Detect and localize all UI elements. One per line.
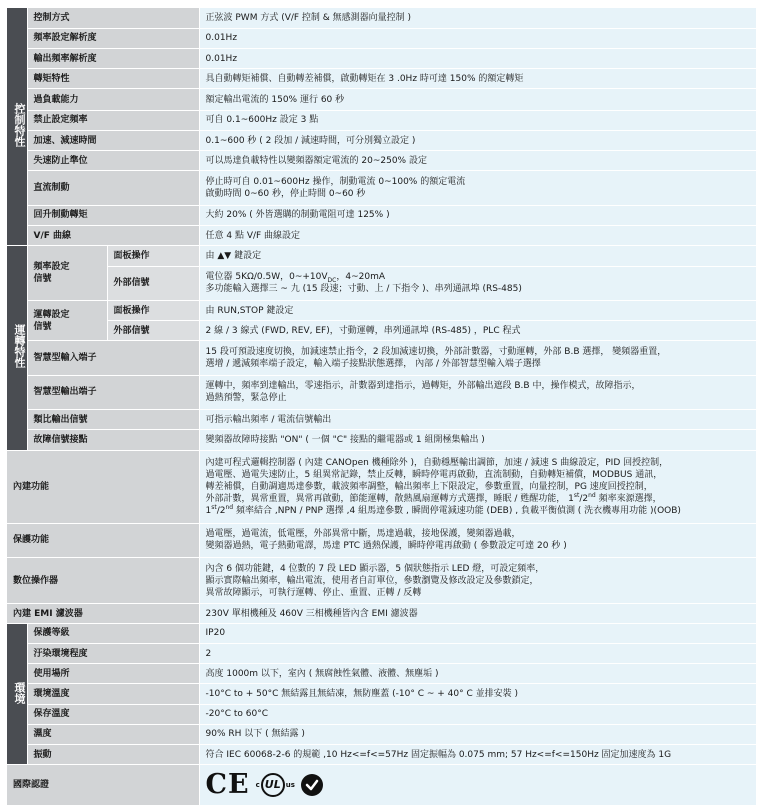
- value-line: 啟動時間 0~60 秒，停止時間 0~60 秒: [205, 189, 366, 200]
- value-torque: 具自動轉矩補償、自動轉差補償，啟動轉矩在 3 .0Hz 時可達 150% 的額定轉矩: [199, 69, 756, 89]
- value-line: 異常故障顯示，可執行運轉、停止、重置、正轉 / 反轉: [205, 587, 422, 598]
- table-row: [7, 171, 756, 205]
- value-line: 轉差補償，自動調適馬達參數，載波頻率調整，輸出頻率上下限設定，參數重置，向量控制，PG 速度回授控制，: [205, 481, 653, 492]
- ul-c-label: c: [255, 781, 260, 790]
- label-builtin: 內建功能: [7, 450, 199, 523]
- spec-table: [7, 8, 757, 806]
- label-fault-contact: 故障信號接點: [27, 430, 199, 450]
- table-row: [7, 69, 756, 89]
- value-stall: 可以馬達負載特性以變頻器額定電流的 20~250% 設定: [199, 151, 756, 171]
- table-row: [7, 450, 756, 523]
- certification-marks: [206, 770, 750, 800]
- value-smart-input: [199, 341, 756, 375]
- value-line: 過電壓，過電流，低電壓，外部異常中斷，馬達過載，接地保護，變頻器過載，: [205, 529, 521, 540]
- label-freq-setting-res: 頻率設定解析度: [27, 28, 199, 48]
- value-line: 顯示實際輸出頻率，輸出電流，使用者自訂單位，參數瀏覽及修改設定及參數鎖定，: [205, 575, 539, 586]
- table-row: [7, 151, 756, 171]
- table-row: [7, 604, 756, 623]
- table-row: [7, 557, 756, 604]
- table-row: [7, 130, 756, 150]
- label-line: 信號: [33, 274, 52, 285]
- table-row: [7, 684, 756, 704]
- label-control-method: 控制方式: [27, 8, 199, 28]
- table-row: [7, 724, 756, 744]
- value-storage-temp: -20°C to 60°C: [199, 704, 756, 724]
- value-line: 內建可程式邏輯控制器 ( 內建 CANOpen 機種除外 )，自動穩壓輸出調節，加速 / 減速 S 曲線設定，PID 回授控制，: [205, 457, 669, 468]
- label-line: 運轉設定: [33, 309, 70, 320]
- label-protection: 保護功能: [7, 523, 199, 557]
- value-vibration: 符合 IEC 60068-2-6 的規範 ,10 Hz<=f<=57Hz 固定振幅為 0.075 mm; 57 Hz<=f<=150Hz 固定加速度為 1G: [199, 745, 756, 765]
- table-row: [7, 643, 756, 663]
- value-line: 1st/2nd 頻率結合 ,NPN / PNP 選擇 ,4 組馬達參數 , 瞬間停電減速功能 (DEB) , 負載平衡偵測 ( 洗衣機專用功能 )(OOB): [205, 503, 681, 516]
- table-row: [7, 410, 756, 430]
- value-vf-curve: 任意 4 點 V/F 曲線設定: [199, 226, 756, 246]
- label-vf-curve: V/F 曲線: [27, 226, 199, 246]
- value-line: 內含 6 個功能鍵，4 位數的 7 段 LED 顯示器，5 個狀態指示 LED 燈，可設定頻率，: [205, 563, 545, 574]
- check-icon: [304, 777, 320, 793]
- value-overload: 額定輸出電流的 150% 運行 60 秒: [199, 89, 756, 110]
- label-smart-input: 智慧型輸入端子: [27, 341, 199, 375]
- category-label: 運轉特性: [13, 324, 26, 369]
- category-control: [7, 8, 27, 246]
- label-storage-temp: 保存溫度: [27, 704, 199, 724]
- category-operation: [7, 246, 27, 450]
- value-line: 運轉中，頻率到達輸出，零速指示，計數器到達指示，過轉矩，外部輸出遮段 B.B 中，操作模式，故障指示，: [205, 381, 641, 392]
- label-accel-decel: 加速、減速時間: [27, 130, 199, 150]
- table-row: [7, 48, 756, 68]
- label-pollution: 汙染環境程度: [27, 643, 199, 663]
- table-row: [7, 226, 756, 246]
- value-accel-decel: 0.1~600 秒 ( 2 段加 / 減速時間，可分別獨立設定 ): [199, 130, 756, 150]
- value-freq-external: [199, 266, 756, 300]
- value-line: 變頻器過熱，電子熱動電譯，馬達 PTC 過熱保護，瞬時停電再啟動 ( 參數設定可達 20 秒 ): [205, 541, 567, 552]
- label-protection-level: 保護等級: [27, 623, 199, 643]
- label-vibration: 振動: [27, 745, 199, 765]
- value-pollution: 2: [199, 643, 756, 663]
- value-dc-brake: [199, 171, 756, 205]
- value-output-freq-res: 0.01Hz: [199, 48, 756, 68]
- label-run-panel: 面板操作: [107, 300, 199, 320]
- value-ambient-temp: -10°C to + 50°C 無結露且無結凍，無防塵蓋 (-10° C ~ + 40° C 並排安裝 ): [199, 684, 756, 704]
- table-row: [7, 704, 756, 724]
- value-protection: [199, 523, 756, 557]
- table-row: [7, 623, 756, 643]
- label-emi-filter: 內建 EMI 濾波器: [7, 604, 199, 623]
- label-overload: 過負載能力: [27, 89, 199, 110]
- value-location: 高度 1000m 以下，室內 ( 無腐蝕性氣體、液體、無塵垢 ): [199, 664, 756, 684]
- label-ambient-temp: 環境溫度: [27, 684, 199, 704]
- value-humidity: 90% RH 以下 ( 無結露 ): [199, 724, 756, 744]
- value-line: 15 段可預設速度切換，加減速禁止指令，2 段加減速切換，外部計數器，寸動運轉，外部 B.B 選擇， 變頻器重置，: [205, 347, 667, 358]
- table-row: [7, 246, 756, 266]
- cul-us-mark-icon: [256, 773, 295, 797]
- label-line: 信號: [33, 321, 52, 332]
- label-freq-panel: 面板操作: [107, 246, 199, 266]
- label-stall: 失速防止準位: [27, 151, 199, 171]
- category-environment: [7, 623, 27, 765]
- ul-us-label: us: [285, 781, 295, 790]
- label-freq-signal: [27, 246, 107, 301]
- c-tick-mark-icon: [301, 774, 323, 796]
- value-line: 外部計數，異常重置，異常再啟動，節能運轉，散熱風扇運轉方式選擇，睡眠 / 甦醒功能， 1st/2nd 頻率來源選擇，: [205, 491, 662, 504]
- value-skip-freq: 可自 0.1~600Hz 設定 3 點: [199, 110, 756, 130]
- label-freq-external: 外部信號: [107, 266, 199, 300]
- label-skip-freq: 禁止設定頻率: [27, 110, 199, 130]
- label-humidity: 濕度: [27, 724, 199, 744]
- table-row: [7, 664, 756, 684]
- table-row: [7, 341, 756, 375]
- value-line: 過電壓、過電失速防止，5 組異常記錄，禁止反轉，瞬時停電再啟動，直流制動，自動轉矩補償，MODBUS 通訊，: [205, 469, 663, 480]
- label-keypad: 數位操作器: [7, 557, 199, 604]
- label-smart-output: 智慧型輸出端子: [27, 375, 199, 409]
- table-row: [7, 28, 756, 48]
- value-analog-output: 可指示輸出頻率 / 電流信號輸出: [199, 410, 756, 430]
- value-fault-contact: 變頻器故障時接點 "ON" ( 一個 "C" 接點的繼電器或 1 組開極集輸出 ): [199, 430, 756, 450]
- category-label: 環境: [13, 681, 26, 704]
- table-row: [7, 765, 756, 806]
- table-row: [7, 89, 756, 110]
- value-line: 電位器 5KΩ/0.5W，$0\sim+10V_{DC}$，4~20mA: [205, 272, 386, 284]
- label-location: 使用場所: [27, 664, 199, 684]
- value-regen-torque: 大約 20% ( 外皆選購的制動電阻可達 125% ): [199, 205, 756, 225]
- value-line: 選增 / 遞減頻率端子設定，輸入端子接點狀態選擇， 內部 / 外部智慧型輸入端子選擇: [205, 359, 541, 370]
- table-row: [7, 430, 756, 450]
- table-row: [7, 300, 756, 320]
- label-certification: 國際認證: [7, 765, 199, 806]
- value-line: 停止時可自 0.01~600Hz 操作，制動電流 0~100% 的額定電流: [205, 177, 466, 188]
- value-emi-filter: 230V 單相機種及 460V 三相機種皆內含 EMI 濾波器: [199, 604, 756, 623]
- label-line: 頻率設定: [33, 262, 70, 273]
- value-line: 過熱預警，緊急停止: [205, 393, 287, 404]
- table-row: [7, 8, 756, 28]
- category-label: 控制特性: [13, 103, 26, 148]
- label-analog-output: 類比輸出信號: [27, 410, 199, 430]
- table-row: [7, 745, 756, 765]
- label-dc-brake: 直流制動: [27, 171, 199, 205]
- label-regen-torque: 回升制動轉矩: [27, 205, 199, 225]
- value-line: 多功能輸入選擇三 ~ 九 (15 段速；寸動、上 / 下指令 )、串列通訊埠 (RS-485): [205, 284, 522, 295]
- ce-mark-icon: CE: [205, 769, 250, 801]
- value-certification: [199, 765, 756, 806]
- value-smart-output: [199, 375, 756, 409]
- value-control-method: 正弦波 PWM 方式 (V/F 控制 & 無感測器向量控制 ): [199, 8, 756, 28]
- table-row: [7, 266, 756, 300]
- value-protection-level: IP20: [199, 623, 756, 643]
- value-run-panel: 由 RUN,STOP 鍵設定: [199, 300, 756, 320]
- label-output-freq-res: 輸出頻率解析度: [27, 48, 199, 68]
- table-row: [7, 523, 756, 557]
- table-row: [7, 205, 756, 225]
- label-run-external: 外部信號: [107, 321, 199, 341]
- value-keypad: [199, 557, 756, 604]
- label-run-signal: [27, 300, 107, 340]
- table-row: [7, 110, 756, 130]
- value-freq-setting-res: 0.01Hz: [199, 28, 756, 48]
- table-row: [7, 321, 756, 341]
- ul-circle: UL: [261, 773, 285, 797]
- value-run-external: 2 線 / 3 線式 (FWD, REV, EF)，寸動運轉，串列通訊埠 (RS-485) ，PLC 程式: [199, 321, 756, 341]
- value-freq-panel: 由 ▲▼ 鍵設定: [199, 246, 756, 266]
- label-torque: 轉矩特性: [27, 69, 199, 89]
- table-row: [7, 375, 756, 409]
- value-builtin: [199, 450, 756, 523]
